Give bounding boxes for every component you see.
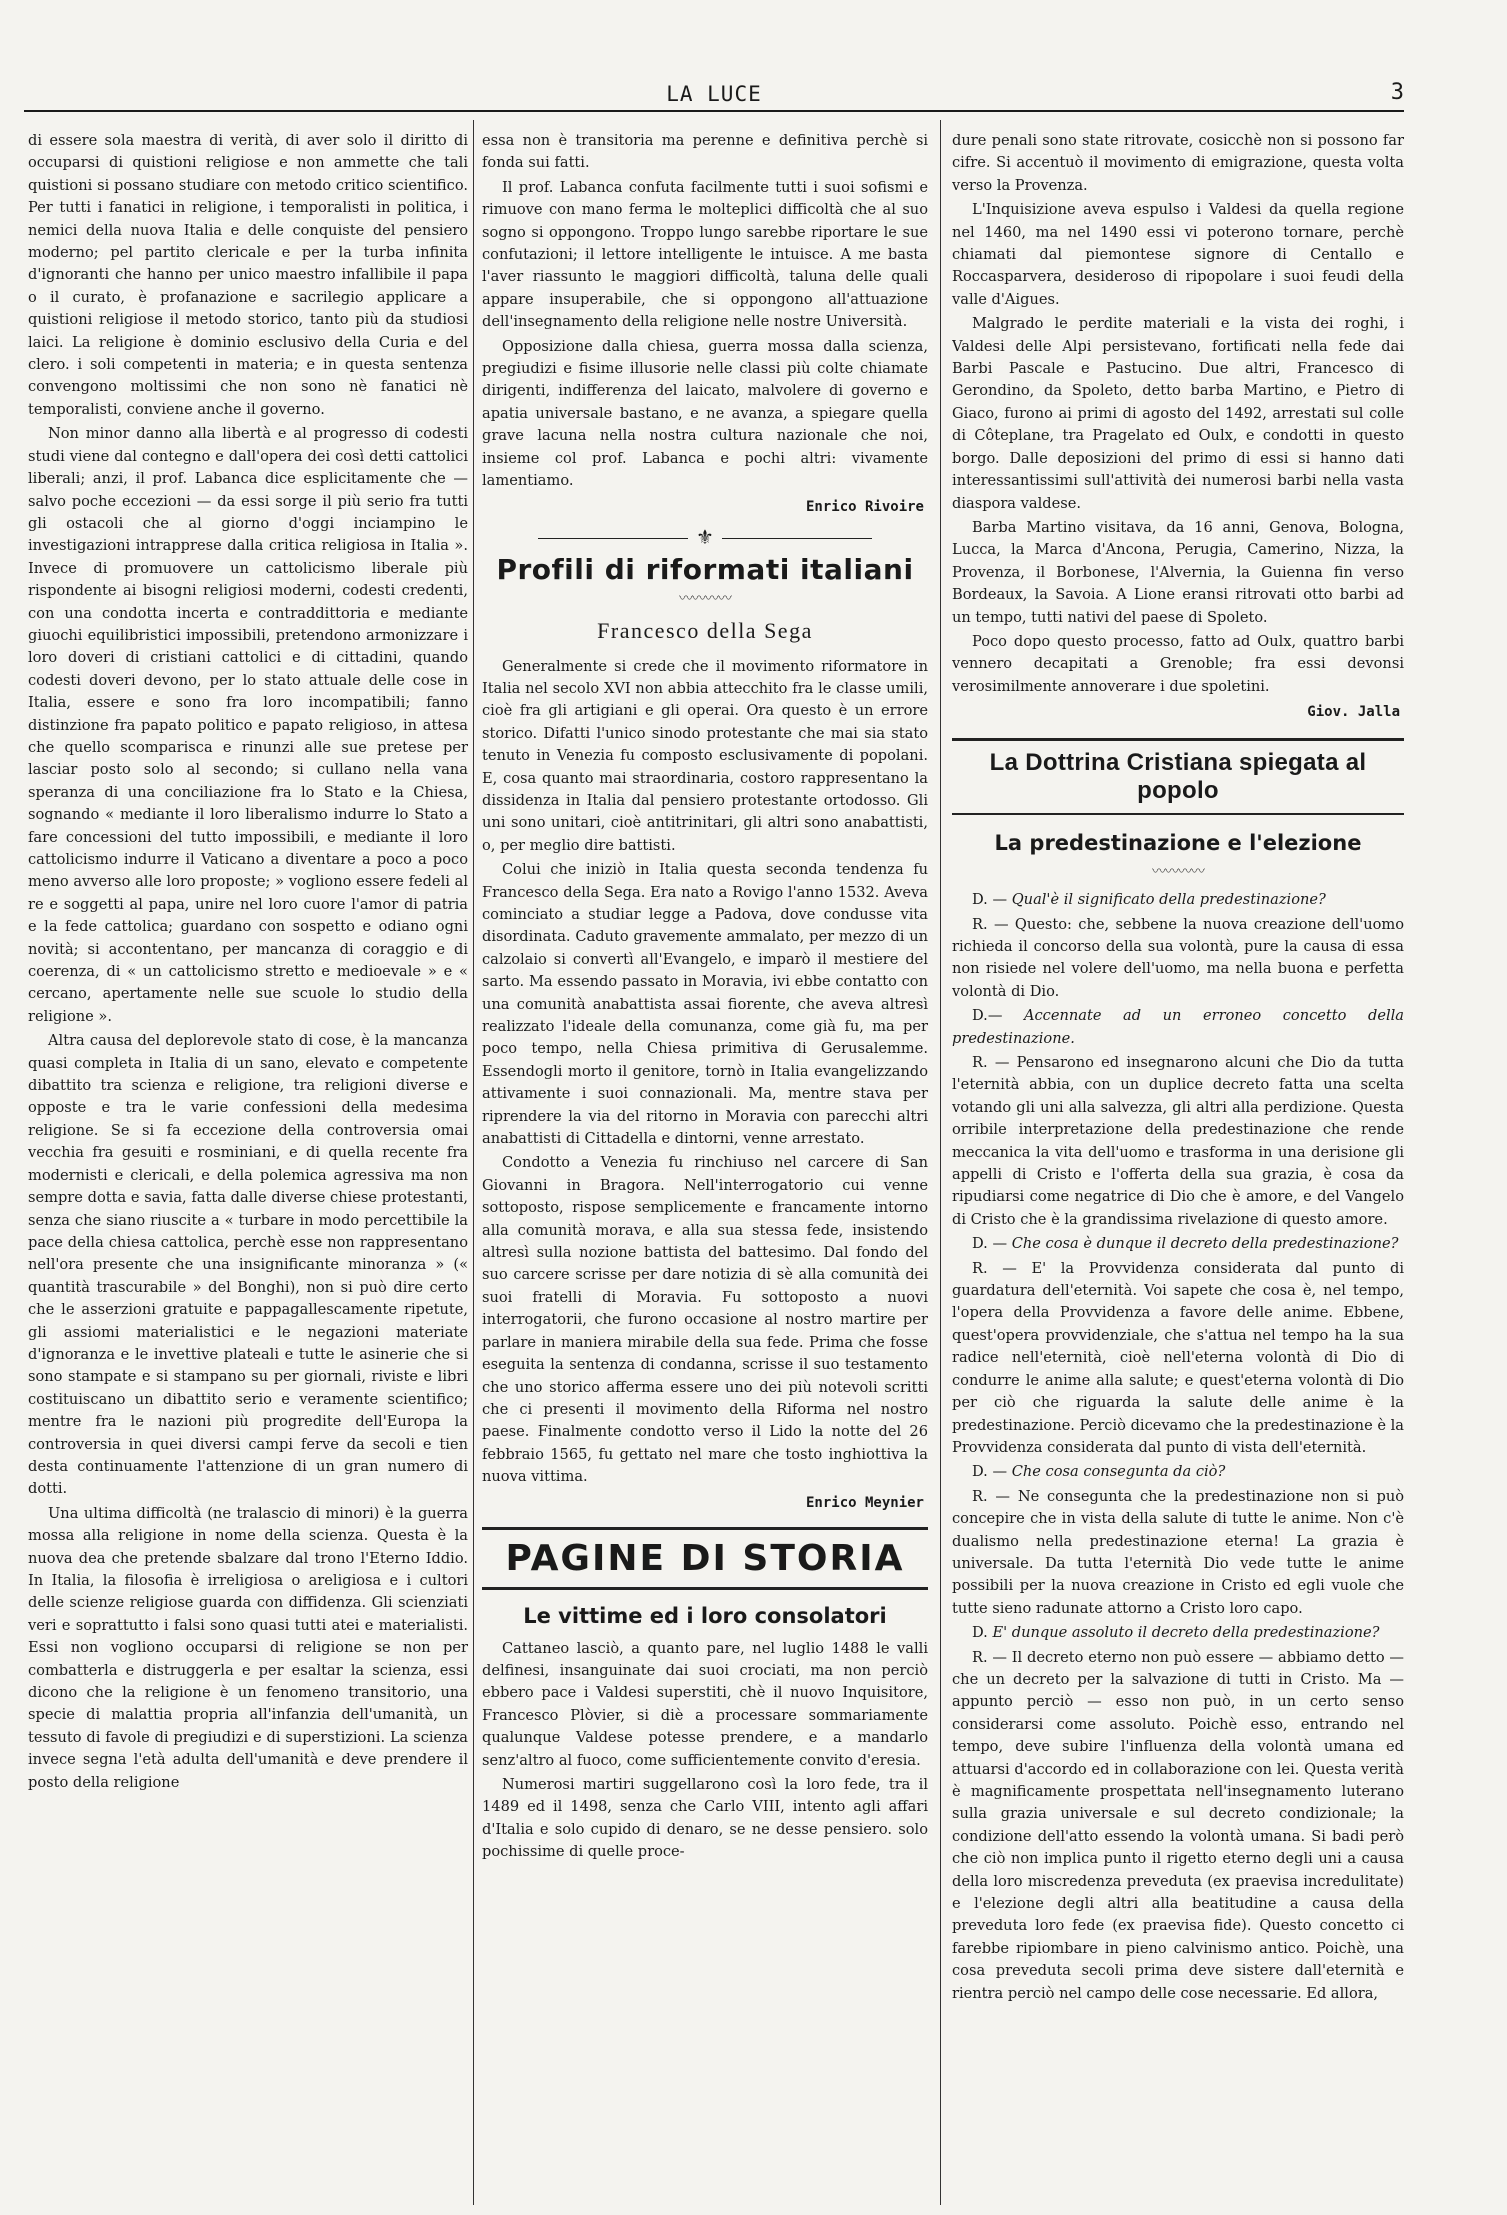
qa-label: D. — [972, 1463, 1012, 1481]
question-paragraph [952, 1233, 1404, 1255]
author-signature: Giov. Jalla [1307, 704, 1400, 721]
answer-paragraph [952, 1486, 1404, 1620]
answer-paragraph [952, 1258, 1404, 1460]
column-rule [473, 120, 474, 2205]
catechism-qa-list [952, 889, 1404, 2005]
qa-text: E' la Provvidenza considerata dal punto di guardatura dell'eternità. Voi sapete che cosa è, nel tempo, l'opera della Provvidenza a favore delle anime. Ebbene, quest'opera provvidenziale, che s'attua nel tempo ha la sua radice nell'eternità, cioè nell'eterna volontà di Dio di condurre le anime alla salute; e quest'eterna volontà di Dio per ciò che riguarda la salute delle anime è la predestinazione. Perciò dicevamo che la predestinazione è la Provvidenza considerata dal punto di vista dell'eternità. [952, 1259, 1404, 1456]
paragraph: Numerosi martiri suggellarono così la loro fede, tra il 1489 ed il 1498, senza che Carlo VIII, intento agli affari d'Italia e solo cupido di denaro, se ne desse pensiero. solo pochissime di quelle proce- [482, 1775, 928, 1861]
paragraph: Il prof. Labanca confuta facilmente tutti i suoi sofismi e rimuove con mano ferma le molteplici difficoltà che al suo sogno si oppongono. Troppo lungo sarebbe riportare le sue confutazioni; il lettore intelligente le intuisce. A me basta l'aver riassunto le maggiori difficoltà, taluna delle quali appare insuperabile, che si oppongono all'attuazione dell'insegnamento della religione nelle nostre Università. [482, 178, 928, 331]
article-title: Le vittime ed i loro consolatori [523, 1603, 887, 1628]
section-title-profili: Profili di riformati italiani [496, 552, 914, 586]
qa-text: Questo: che, sebbene la nuova creazione dell'uomo richieda il concorso della sua volontà, pure la causa di essa non risiede nel volere dell'uomo, ma nella buona e perfetta volontà di Dio. [952, 915, 1404, 1000]
qa-label: R. — [972, 1487, 1018, 1505]
qa-label: R. — [972, 1648, 1012, 1666]
question-paragraph [952, 1005, 1404, 1050]
qa-label: D. — [972, 1235, 1012, 1253]
qa-label: R. — [972, 915, 1015, 933]
paragraph: Barba Martino visitava, da 16 anni, Genova, Bologna, Lucca, la Marca d'Ancona, Perugia, Camerino, Nizza, la Provenza, il Borbonese, l'Alvernia, la Guienna fin verso Bordeaux, la Savoia. A Lione eransi ritrovati otto barbi ad un tempo, tutti nativi del paese di Spoleto. [952, 518, 1404, 626]
paragraph: di essere sola maestra di verità, di aver solo il diritto di occuparsi di quistioni religiose e non ammette che tali quistioni si possano studiare con metodo critico scientifico. Per tutti i fanatici in religione, i temporalisti in politica, i nemici della nuova Italia e delle conquiste del pensiero moderno; pel partito clericale e per la turba infinita d'ignoranti che hanno per unico maestro infallibile il papa o il curato, è profanazione e sacrilegio applicare a quistioni religiose il metodo storico, tanto più da studiosi laici. La religione è dominio esclusivo della Curia e del clero. i soli competenti in materia; e in questa sentenza convengono moltissimi che non sono nè fanatici nè temporalisti, conviene anche il governo. [28, 132, 468, 418]
wavy-rule: 〰〰〰〰 [1152, 864, 1204, 881]
article-subtitle: Francesco della Sega [597, 617, 813, 643]
qa-label: R. — [972, 1054, 1017, 1071]
answer-paragraph [952, 1052, 1404, 1231]
column-1 [28, 130, 468, 2200]
qa-text: E' dunque assoluto il decreto della predestinazione? [992, 1624, 1380, 1642]
qa-text: Che cosa è dunque il decreto della predestinazione? [1011, 1235, 1399, 1253]
qa-label: D. — [972, 891, 1012, 909]
answer-paragraph [952, 914, 1404, 1004]
question-paragraph [952, 889, 1404, 911]
paragraph: Non minor danno alla libertà e al progresso di codesti studi viene dal contegno e dall'opera dei così detti cattolici liberali; anzi, il prof. Labanca dice esplicitamente che — salvo poche eccezioni — da essi sorge il più serio fra tutti gli ostacoli che al giorno d'oggi inciampino le investigazioni intrapprese dalla critica religiosa in Italia ». Invece di promuovere un cattolicismo liberale più rispondente ai bisogni religiosi moderni, codesti credenti, con una condotta incerta e contraddittoria e mediante giuochi equilibristici impossibili, pretendono armonizzare i loro doveri di cristiani cattolici e di cittadini, quando codesti doveri devono, per lo stato attuale delle cose in Italia, essere e sono fra loro incompatibili; fanno distinzione fra papato politico e papato religioso, in attesa che quello scomparisca e rinunzi alle sue pretese per lasciar posto solo al secondo; si cullano nella vana speranza di una conciliazione fra lo Stato e la Chiesa, sognando « mediante il loro liberalismo indurre lo Stato a fare concessioni del tutto impossibili, e mediante il loro cattolicismo indurre il Vaticano a diventare a poco a poco meno avverso alle loro proposte; » vogliono essere fedeli al re e soggetti al papa, unire nel loro cuore l'amor di patria e la fede cattolica; guardano con sospetto e odiano ogni novità; si accontentano, per mancanza di coraggio e di coerenza, di « un cattolicismo stretto e medioevale » e « cercano, apertamente nelle sue scuole lo studio della religione ». [28, 425, 468, 1025]
qa-text: Il decreto eterno non può essere — abbiamo detto — che un decreto per la salvazione di tutti in Cristo. Ma — appunto perciò — esso non può, in un certo senso considerarsi come assoluto. Poichè esso, entrando nel tempo, deve subire l'influenza della volontà umana ed attuarsi d'accordo ed in collaborazione con lei. Questa verità è magnificamente prospettata nell'insegnamento luterano sulla grazia universale e sul decreto condizionale; la condizione dell'atto essendo la volontà umana. Si badi però che ciò non implica punto il rigetto eterno degli uni a causa della loro miscredenza preveduta (ex praevisa incredulitate) e l'elezione degli altri alla beatitudine a causa della preveduta loro fede (ex praevisa fide). Questo concetto ci farebbe ripiombare in pieno calvinismo antico. Poichè, una cosa preveduta secoli prima deve sistere dall'eternità e rientra perciò nel campo delle cose necessarie. Ed allora, [952, 1648, 1404, 2002]
paragraph: Condotto a Venezia fu rinchiuso nel carcere di San Giovanni in Bragora. Nell'interrogatorio cui venne sottoposto, rispose semplicemente e francamente intorno alla comunità morava, e alla sua stessa fede, insistendo altresì sulla nozione battista del battesimo. Dal fondo del suo carcere scrisse per dare notizia di sè alla comunità dei suoi fratelli di Moravia. Fu sottoposto a nuovi interrogatorii, che furono occasione al nostro martire per parlare in maniera mirabile della sua fede. Prima che fosse eseguita la sentenza di condanna, scrisse il suo testamento che uno storico afferma essere uno dei più notevoli scritti che ci presenti il movimento della Riforma nel nostro paese. Finalmente condotto verso il Lido la notte del 26 febbraio 1565, fu gettato nel mare che tosto inghiottiva la nuova vittima. [482, 1154, 928, 1486]
paragraph: essa non è transitoria ma perenne e definitiva perchè si fonda sui fatti. [482, 132, 928, 172]
qa-text: Qual'è il significato della predestinazione? [1011, 891, 1326, 909]
question-paragraph [952, 1622, 1404, 1644]
qa-label: R. — [972, 1259, 1032, 1277]
fleur-de-lis-icon: ⚜ [696, 524, 714, 549]
wavy-rule: 〰〰〰〰 [679, 590, 731, 607]
paragraph: Altra causa del deplorevole stato di cose, è la mancanza quasi completa in Italia di un sano, elevato e competente dibattito tra scienza e religione, tra religioni diverse e opposte e tra le varie confessioni della medesima religione. Se si fa eccezione della controversia omai vecchia fra gesuiti e rosminiani, e di quella recente fra modernisti e clericali, e della polemica agressiva ma non sempre dotta e savia, fatta dalle diverse chiese protestanti, senza che siano riuscite a « turbare in modo percettibile la pace della chiesa cattolica, perchè esse non rappresentano nell'ora presente che una insignificante minoranza » (« quantità trascurabile » del Bonghi), non si può dire certo che le asserzioni gratuite e pappagallescamente ripetute, gli assiomi materialistici e le negazioni materiate d'ignoranza e le invettive plateali e tutte le asinerie che si sono stampate e si stampano su per giornali, riviste e libri costituiscano un dibattito serio e veramente scientifico; mentre fra le nazioni più progredite dell'Europa la controversia in quei diversi campi ferve da secoli e tien desta continuamente l'attenzione di un gran numero di dotti. [28, 1032, 468, 1498]
fleuron-divider [482, 525, 928, 549]
qa-text: Pensarono ed insegnarono alcuni che Dio da tutta l'eternità abbia, con un duplice decreto fatta una scelta votando gli uni alla salvezza, gli altri alla perdizione. Questa orribile interpretazione della predestinazione che rende meccanica la vita dell'uomo e trasforma in una derisione gli appelli di Cristo e l'offerta della sua grazia, è cosa da ripudiarsi come negatrice di Dio che è amore, e del Vangelo di Cristo che è la grandissima rivelazione di questo amore. [952, 1054, 1404, 1228]
section-title-dottrina: La Dottrina Cristiana spiegata al popolo [952, 738, 1404, 815]
masthead [24, 80, 1404, 112]
column-rule [940, 120, 941, 2205]
paragraph: Opposizione dalla chiesa, guerra mossa dalla scienza, pregiudizi e fisime illusorie nelle classi più colte chiamate dirigenti, indifferenza del laicato, malvolere di governo e apatia universale bastano, e ne avanza, a spiegare quella grave lacuna nella nostra cultura nazionale che noi, insieme col prof. Labanca e pochi altri: vivamente lamentiamo. [482, 337, 928, 490]
qa-text: Ne consegunta che la predestinazione non si può concepire che in vista della salute di tutte le anime. Non c'è dualismo nella predestinazione eterna! La grazia è universale. Da tutta l'eternità Dio vede tutte le anime possibili per la nuova creazione in Cristo ed egli vuole che tutte sieno radunate attorno a Cristo loro capo. [952, 1487, 1404, 1617]
qa-label: D. [972, 1624, 993, 1642]
author-signature: Enrico Meynier [805, 1494, 924, 1511]
paragraph: Una ultima difficoltà (ne tralascio di minori) è la guerra mossa alla religione in nome della scienza. Questa è la nuova dea che pretende sbalzare dal trono l'Eterno Iddio. In Italia, la filosofia è irreligiosa o areligiosa e i cultori delle scienze religiose guarda con diffidenza. Gli scienziati veri e soprattutto i falsi sono quasi tutti atei e materialisti. Essi non vogliono occuparsi di religione se non per combatterla e distruggerla e per esaltar la scienza, essi dicono che la religione è un fenomeno transitorio, una specie di malattia propria all'infanzia dell'umanità, un tessuto di favole di pregiudizi e di superstizioni. La scienza invece segna l'età adulta dell'umanità e deve prendere il posto della religione [28, 1504, 468, 1791]
column-3 [952, 130, 1404, 2200]
answer-paragraph [952, 1647, 1404, 2006]
column-2 [482, 130, 928, 2200]
question-paragraph [952, 1461, 1404, 1483]
newspaper-title: LA LUCE [666, 82, 762, 106]
paragraph: Malgrado le perdite materiali e la vista dei roghi, i Valdesi delle Alpi persistevano, fortificati nella fede dai Barbi Pascale e Pastucino. Due altri, Francesco di Gerondino, da Spoleto, detto barba Martino, e Pietro di Giaco, furono ai primi di agosto del 1492, arrestati sul colle di Côteplane, tra Pragelato ed Oulx, e condotti in questo borgo. Dalle deposizioni del primo di essi si hanno dati interessantissimi sull'attività dei numerosi barbi nella vasta diaspora valdese. [952, 315, 1404, 512]
article-title: La predestinazione e l'elezione [994, 831, 1362, 856]
section-title-pagine-di-storia: PAGINE DI STORIA [482, 1527, 928, 1590]
qa-text: Accennate ad un erroneo concetto della predestinazione. [952, 1007, 1404, 1047]
page-number: 3 [1390, 80, 1404, 105]
author-signature: Enrico Rivoire [805, 498, 924, 515]
paragraph: Generalmente si crede che il movimento riformatore in Italia nel secolo XVI non abbia attecchito fra le classe umili, cioè fra gli artigiani e gli operai. Ora questo è un errore storico. Difatti l'unico sinodo protestante che mai sia stato tenuto in Venezia fu composto esclusivamente di popolani. E, cosa quanto mai straordinaria, costoro rappresentano la dissidenza in Italia dal pensiero protestante ortodosso. Gli uni sono unitari, cioè antitrinitari, gli altri sono anabattisti, o, per meglio dire battisti. [482, 657, 928, 854]
paragraph: Poco dopo questo processo, fatto ad Oulx, quattro barbi vennero decapitati a Grenoble; fra essi devonsi verosimilmente annoverare i due spoletini. [952, 632, 1404, 695]
paragraph: Colui che iniziò in Italia questa seconda tendenza fu Francesco della Sega. Era nato a Rovigo l'anno 1532. Aveva cominciato a studiar legge a Padova, dove condusse vita disordinata. Caduto gravemente ammalato, per mezzo di un calzolaio si convertì all'Evangelo, e imparò il mestiere del sarto. Ma essendo passato in Moravia, ivi ebbe contatto con una comunità anabattista assai fiorente, che aveva altresì realizzato l'ideale della comunanza, come già fu, ma per poco tempo, nella Chiesa primitiva di Gerusalemme. Essendogli morto il genitore, tornò in Italia evangelizzando attivamente i suoi connazionali. Ma, mentre stava per riprendere la via del ritorno in Moravia con parecchi altri anabattisti di Cittadella e dintorni, venne arrestato. [482, 861, 928, 1148]
qa-text: Che cosa consegunta da ciò? [1011, 1463, 1226, 1481]
paragraph: dure penali sono state ritrovate, cosicchè non si possono far cifre. Si accentuò il movimento di emigrazione, questa volta verso la Provenza. [952, 132, 1404, 194]
qa-label: D.— [972, 1007, 1024, 1025]
paragraph: Cattaneo lasciò, a quanto pare, nel luglio 1488 le valli delfinesi, insanguinate dai suoi crociati, ma non perciò ebbero pace i Valdesi superstiti, chè il nuovo Inquisitore, Francesco Plòvier, si diè a processare sommariamente qualunque Valdese potesse prendere, e a mandarlo senz'altro al fuoco, come sufficientemente convito d'eresia. [482, 1639, 928, 1769]
paragraph: L'Inquisizione aveva espulso i Valdesi da quella regione nel 1460, ma nel 1490 essi vi poterono tornare, perchè chiamati dal piemontese signore di Centallo e Roccasparvera, desideroso di ripopolare i suoi feudi della valle d'Aigues. [952, 201, 1404, 308]
